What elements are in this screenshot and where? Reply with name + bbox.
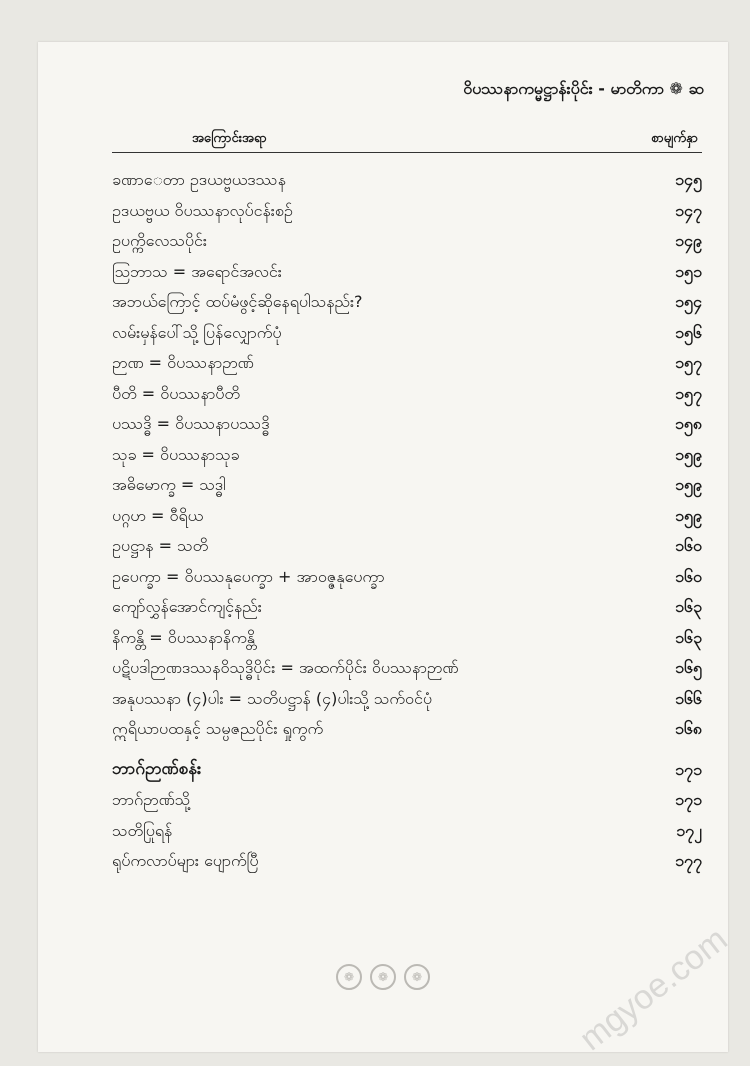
toc-entry-page: ၁၆၈ — [674, 719, 702, 739]
toc-entry — [112, 197, 702, 228]
toc-entry-page: ၁၅၇ — [675, 383, 702, 403]
column-label-page: စာမျက်နှာ — [651, 131, 698, 146]
toc-entry-title: ဥပဋ္ဌာန = သတိ — [112, 536, 209, 556]
toc-entry — [112, 756, 702, 787]
running-head: ဝိပဿနာကမ္မဋ္ဌာန်းပိုင်း - မာတိကာ ❁ ဆ — [463, 79, 704, 98]
toc-entry-page: ၁၇၁ — [675, 759, 702, 779]
toc-entry — [112, 685, 702, 716]
flower-ornament-icon: ❁ — [336, 964, 362, 990]
toc-entry-title: လမ်းမှန်ပေါ်သို့ ပြန်လျှောက်ပုံ — [112, 322, 282, 342]
toc-entry-page: ၁၅၆ — [675, 322, 702, 342]
toc-entry-title: သုခ = ဝိပဿနာသုခ — [112, 444, 240, 464]
toc-entry — [112, 624, 702, 655]
toc-entry-title: ဥဒယဗ္ဗယ ဝိပဿနာလုပ်ငန်းစဉ် — [112, 200, 293, 220]
toc-entry-title: ဣရိယာပထနှင့် သမ္ပဇညပိုင်း ရှုကွက် — [112, 719, 324, 739]
toc-entry-page: ၁၅၉ — [675, 444, 702, 464]
toc-entry-page: ၁၄၉ — [675, 231, 702, 251]
toc-entry-page: ၁၆၅ — [675, 658, 702, 678]
toc-entry-page: ၁၅၉ — [675, 505, 702, 525]
toc-entry-title: ပဋိပဒါဉာဏဒဿနဝိသုဒ္ဓိပိုင်း = အထက်ပိုင်း ဝိပဿနာဉာဏ် — [112, 658, 459, 678]
toc-entry — [112, 166, 702, 197]
toc-entry-title: အဓိမောက္ခ = သဒ္ဓါ — [112, 475, 226, 495]
toc-entry-title: ဉာဏ = ဝိပဿနာဉာဏ် — [112, 353, 254, 373]
toc-entry-title: ပဿဒ္ဓိ = ဝိပဿနာပဿဒ္ဓိ — [112, 414, 270, 434]
toc-entry — [112, 319, 702, 350]
toc-entry — [112, 593, 702, 624]
toc-entry-title: ဥပက္ကိလေသပိုင်း — [112, 231, 207, 251]
flower-ornament-icon: ❁ — [404, 964, 430, 990]
toc-entry-title: ဘာဂ်ဉာဏ်သို့ — [112, 790, 191, 810]
toc-entry — [112, 786, 702, 817]
toc-entry-title: အဘယ်ကြောင့် ထပ်မံဖွင့်ဆိုနေရပါသနည်း? — [112, 292, 363, 312]
toc-entry — [112, 227, 702, 258]
toc-entry-page: ၁၆၃ — [675, 597, 702, 617]
toc-entry-title: ရုပ်ကလာပ်များ ပျောက်ပြီ — [112, 851, 259, 871]
toc-entry-page: ၁၅၉ — [675, 475, 702, 495]
toc-entry — [112, 471, 702, 502]
toc-entry-page: ၁၅၁ — [675, 261, 702, 281]
toc-entry-page: ၁၅၈ — [674, 414, 702, 434]
toc-entry-title: ကျော်လွှန်အောင်ကျင့်နည်း — [112, 597, 262, 617]
toc-entry-page: ၁၄၅ — [675, 170, 702, 190]
toc-entry — [112, 441, 702, 472]
toc-entry-page: ၁၆၆ — [675, 688, 702, 708]
toc-entry-title: ဩဘာသ = အရောင်အလင်း — [112, 261, 282, 281]
toc-entry-page: ၁၆၀ — [675, 536, 702, 556]
toc-entry-title: အနုပဿနာ (၄)ပါး = သတိပဋ္ဌာန် (၄)ပါးသို့ သက်ဝင်ပုံ — [112, 688, 432, 708]
header-rule — [112, 152, 702, 153]
toc-entry-page: ၁၇၇ — [675, 851, 702, 871]
toc-entry — [112, 410, 702, 441]
table-of-contents — [112, 166, 702, 878]
toc-entry-title: ပဂ္ဂဟ = ဝီရိယ — [112, 505, 204, 525]
toc-entry-page: ၁၅၇ — [675, 353, 702, 373]
toc-entry — [112, 502, 702, 533]
watermark: mgyoe.com — [572, 920, 735, 1059]
toc-entry — [112, 715, 702, 746]
toc-entry — [112, 349, 702, 380]
toc-entry-page: ၁၄၇ — [675, 200, 702, 220]
toc-entry-page: ၁၇၂ — [676, 820, 702, 840]
toc-entry — [112, 563, 702, 594]
toc-entry — [112, 380, 702, 411]
toc-entry-title: သတိပြုရန် — [112, 820, 173, 840]
toc-entry — [112, 817, 702, 848]
toc-entry — [112, 654, 702, 685]
flower-ornament-icon: ❁ — [370, 964, 396, 990]
toc-entry — [112, 288, 702, 319]
toc-entry-page: ၁၆၃ — [675, 627, 702, 647]
toc-entry-page: ၁၅၄ — [675, 292, 702, 312]
toc-entry-title: ခဏာေတာ ဥဒယဗ္ဗယဒဿန — [112, 170, 286, 190]
footer-ornament — [336, 964, 430, 990]
toc-entry-page: ၁၇၁ — [675, 790, 702, 810]
toc-entry-title: ပီတိ = ဝိပဿနာပီတိ — [112, 383, 240, 403]
toc-entry-title: ဘာဂ်ဉာဏ်စန်း — [112, 759, 202, 780]
toc-entry-title: ဥပေက္ခာ = ဝိပဿနုပေက္ခာ + အာဝဇ္ဇနုပေက္ခာ — [112, 566, 385, 586]
toc-entry-page: ၁၆၀ — [675, 566, 702, 586]
column-label-topic: အကြောင်းအရာ — [192, 131, 267, 146]
toc-entry — [112, 532, 702, 563]
toc-entry-title: နိကန္တိ = ဝိပဿနာနိကန္တိ — [112, 627, 255, 647]
toc-entry — [112, 258, 702, 289]
toc-entry — [112, 847, 702, 878]
